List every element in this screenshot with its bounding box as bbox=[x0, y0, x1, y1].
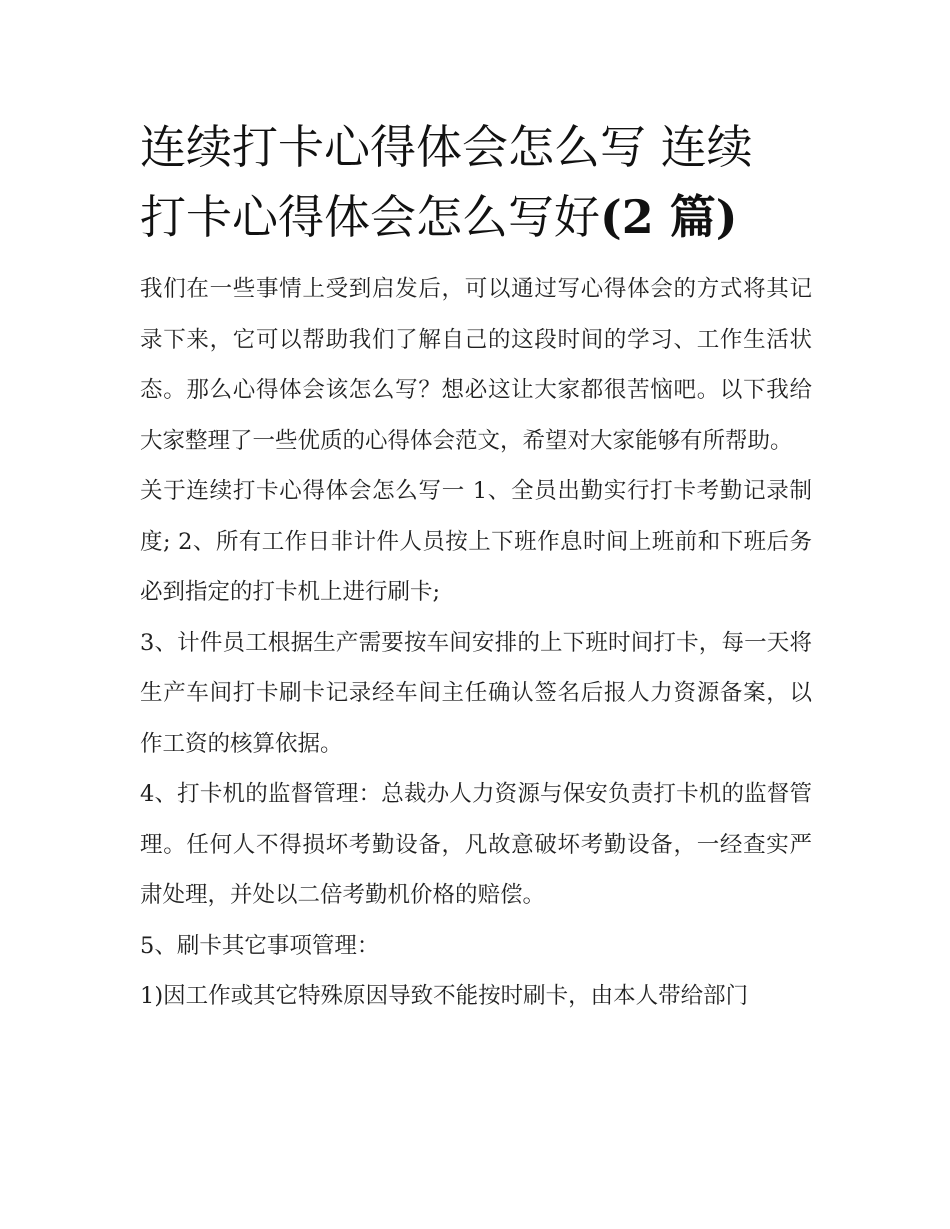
paragraph-rule-5-1: 1)因工作或其它特殊原因导致不能按时刷卡，由本人带给部门 bbox=[140, 983, 749, 1009]
paragraph-rule-4: 4、打卡机的监督管理：总裁办人力资源与保安负责打卡机的监督管理。任何人不得损坏考勤设备，凡故意破坏考勤设备，一经查实严肃处理，并处以二倍考勤机价格的赔偿。 bbox=[140, 781, 812, 908]
paragraph-rule-3: 3、计件员工根据生产需要按车间安排的上下班时间打卡，每一天将生产车间打卡刷卡记录经车间主任确认签名后报人力资源备案，以作工资的核算依据。 bbox=[140, 629, 812, 757]
title-count: (2 篇) bbox=[600, 190, 738, 244]
title-line-1: 连续打卡心得体会怎么写 连续 bbox=[140, 120, 753, 174]
document-page bbox=[140, 112, 812, 1022]
title-line-2: 打卡心得体会怎么写好 bbox=[140, 190, 600, 244]
document-body bbox=[140, 264, 812, 1022]
paragraph-rule-5: 5、刷卡其它事项管理： bbox=[140, 932, 380, 959]
paragraph-rule-1-2: 关于连续打卡心得体会怎么写一 1、全员出勤实行打卡考勤记录制度; 2、所有工作日非计件人员按上下班作息时间上班前和下班后务必到指定的打卡机上进行刷卡; bbox=[140, 478, 812, 605]
document-title bbox=[140, 112, 812, 252]
paragraph-intro: 我们在一些事情上受到启发后，可以通过写心得体会的方式将其记录下来，它可以帮助我们了解自己的这段时间的学习、工作生活状态。那么心得体会该怎么写？想必这让大家都很苦恼吧。以下我给大家整理了一些优质的心得体会范文，希望对大家能够有所帮助。 bbox=[140, 276, 812, 454]
